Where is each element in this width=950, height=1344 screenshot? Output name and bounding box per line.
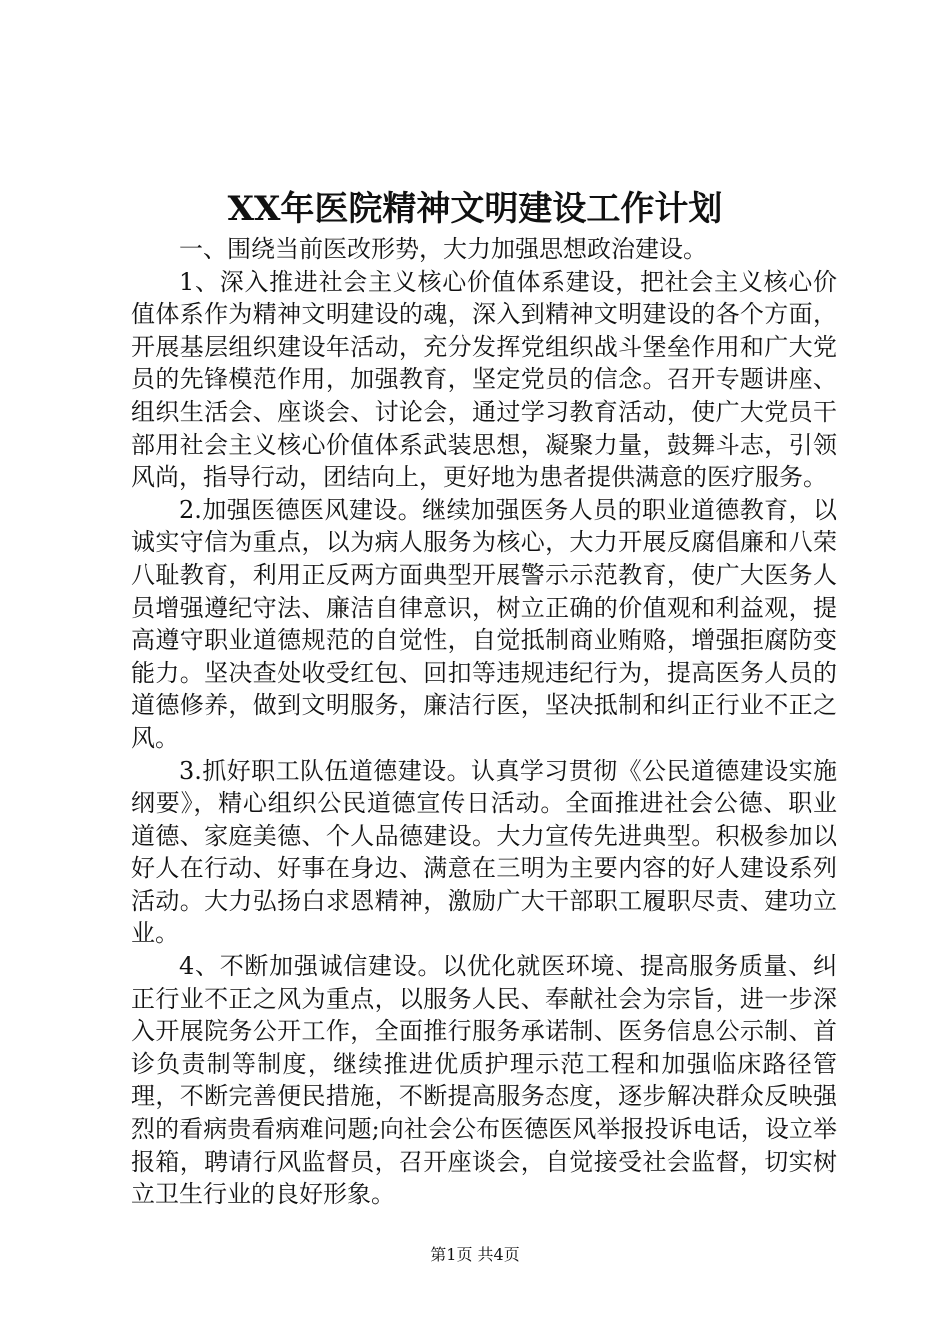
- paragraph-section-heading: 一、围绕当前医改形势，大力加强思想政治建设。: [179, 235, 707, 263]
- paragraph-item-1: 1、深入推进社会主义核心价值体系建设，把社会主义核心价值体系作为精神文明建设的魂，深入到精神文明建设的各个方面，开展基层组织建设年活动，充分发挥党组织战斗堡垒作用和广大党员的先锋模范作用，加强教育，坚定党员的信念。召开专题讲座、组织生活会、座谈会、讨论会，通过学习教育活动，使广大党员干部用社会主义核心价值体系武装思想，凝聚力量，鼓舞斗志，引领风尚，指导行动，团结向上，更好地为患者提供满意的医疗服务。: [131, 267, 837, 492]
- page-number-footer: 第1页 共4页: [430, 1245, 520, 1264]
- document-body: [131, 233, 837, 1211]
- paragraph-item-2: 2.加强医德医风建设。继续加强医务人员的职业道德教育，以诚实守信为重点，以为病人服务为核心，大力开展反腐倡廉和八荣八耻教育，利用正反两方面典型开展警示示范教育，使广大医务人员增强遵纪守法、廉洁自律意识，树立正确的价值观和利益观，提高遵守职业道德规范的自觉性，自觉抵制商业贿赂，增强拒腐防变能力。坚决查处收受红包、回扣等违规违纪行为，提高医务人员的道德修养，做到文明服务，廉洁行医，坚决抵制和纠正行业不正之风。: [131, 495, 837, 752]
- document-title: XX年医院精神文明建设工作计划: [227, 189, 723, 229]
- paragraph-item-4: 4、不断加强诚信建设。以优化就医环境、提高服务质量、纠正行业不正之风为重点，以服务人民、奉献社会为宗旨，进一步深入开展院务公开工作，全面推行服务承诺制、医务信息公示制、首诊负责制等制度，继续推进优质护理示范工程和加强临床路径管理，不断完善便民措施，不断提高服务态度，逐步解决群众反映强烈的看病贵看病难问题;向社会公布医德医风举报投诉电话，设立举报箱，聘请行风监督员，召开座谈会，自觉接受社会监督，切实树立卫生行业的良好形象。: [131, 952, 837, 1209]
- paragraph-item-3: 3.抓好职工队伍道德建设。认真学习贯彻《公民道德建设实施纲要》，精心组织公民道德宣传日活动。全面推进社会公德、职业道德、家庭美德、个人品德建设。大力宣传先进典型。积极参加以好人在行动、好事在身边、满意在三明为主要内容的好人建设系列活动。大力弘扬白求恩精神，激励广大干部职工履职尽责、建功立业。: [131, 756, 837, 948]
